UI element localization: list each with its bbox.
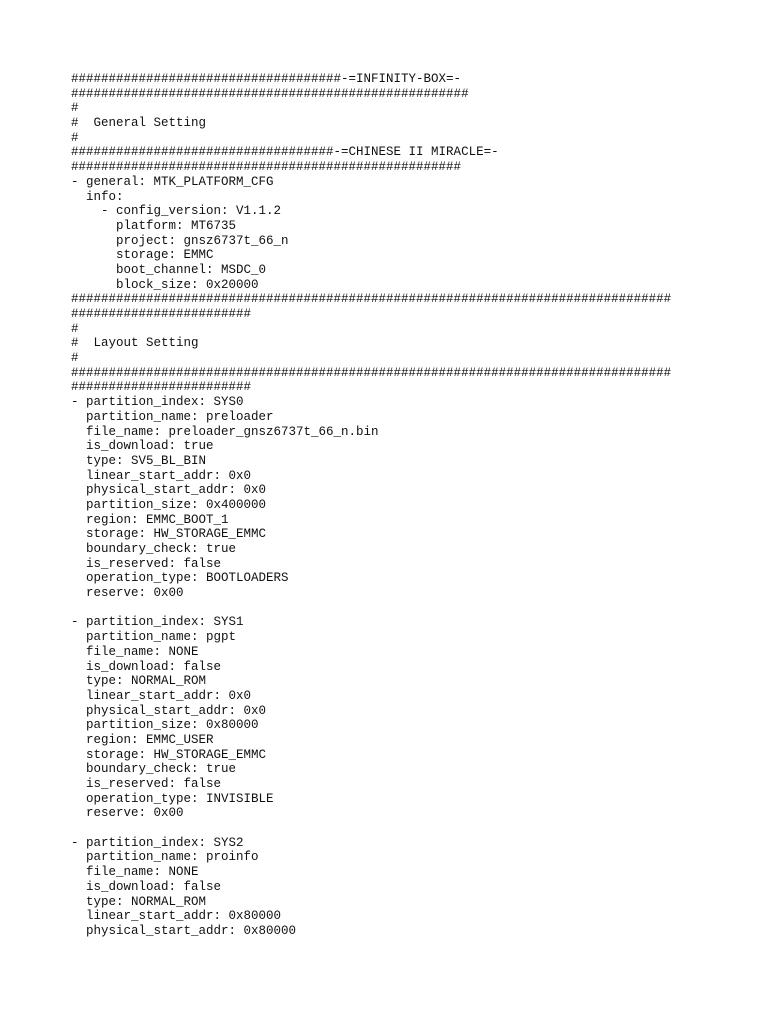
document-line: partition_size: 0x80000 [71, 718, 259, 733]
document-line: physical_start_addr: 0x0 [71, 703, 267, 718]
document-line: # [71, 321, 79, 336]
document-line: physical_start_addr: 0x80000 [71, 923, 297, 938]
document-line: file_name: preloader_gnsz6737t_66_n.bin [71, 424, 379, 439]
document-line: linear_start_addr: 0x0 [71, 688, 252, 703]
document-line: is_download: false [71, 879, 222, 894]
document-line: file_name: NONE [71, 865, 199, 880]
document-line: # [71, 130, 79, 145]
document-line: # General Setting [71, 116, 207, 131]
document-line: - partition_index: SYS0 [71, 395, 244, 410]
document-line: project: gnsz6737t_66_n [71, 233, 289, 248]
document-line: linear_start_addr: 0x80000 [71, 909, 282, 924]
document-page [71, 72, 761, 939]
document-line: partition_name: proinfo [71, 850, 259, 865]
document-line: boundary_check: true [71, 542, 237, 556]
document-line: - partition_index: SYS2 [71, 835, 244, 850]
document-line: operation_type: BOOTLOADERS [71, 571, 289, 586]
document-line: ################################################################################ [71, 365, 672, 380]
document-line: is_reserved: false [71, 556, 222, 571]
document-line: partition_name: preloader [71, 409, 274, 424]
document-line: type: SV5_BL_BIN [71, 453, 207, 468]
document-line: ##################################################### [71, 86, 469, 101]
document-body [71, 72, 761, 939]
document-line: storage: EMMC [71, 248, 214, 263]
document-line: partition_name: pgpt [71, 630, 237, 645]
document-line: is_download: true [71, 439, 214, 454]
document-line: ################################################################################ [71, 292, 672, 307]
document-line: boundary_check: true [71, 762, 237, 777]
document-line: #################################################### [71, 160, 462, 175]
document-line: # [71, 101, 79, 116]
document-line: is_reserved: false [71, 777, 222, 791]
document-line: operation_type: INVISIBLE [71, 791, 274, 806]
document-line: platform: MT6735 [71, 218, 237, 233]
document-line: physical_start_addr: 0x0 [71, 483, 267, 498]
document-line [71, 821, 761, 836]
document-line: # [71, 351, 79, 366]
document-line: storage: HW_STORAGE_EMMC [71, 527, 267, 542]
document-line: file_name: NONE [71, 644, 199, 659]
document-line: ####################################-=INFINITY-BOX=- [71, 72, 462, 86]
document-line: - config_version: V1.1.2 [71, 204, 282, 219]
document-line: type: NORMAL_ROM [71, 894, 207, 909]
document-line: # Layout Setting [71, 336, 199, 351]
document-line: region: EMMC_USER [71, 732, 214, 747]
document-line: info: [71, 189, 124, 204]
document-line: region: EMMC_BOOT_1 [71, 512, 229, 527]
document-line: ######################## [71, 307, 252, 321]
document-line: type: NORMAL_ROM [71, 674, 207, 689]
document-line [71, 601, 761, 616]
document-line: block_size: 0x20000 [71, 277, 259, 292]
document-line: ###################################-=CHINESE II MIRACLE=- [71, 145, 499, 160]
document-line: storage: HW_STORAGE_EMMC [71, 747, 267, 762]
document-line: linear_start_addr: 0x0 [71, 468, 252, 483]
document-line: partition_size: 0x400000 [71, 497, 267, 512]
document-line: ######################## [71, 380, 252, 395]
document-line: - partition_index: SYS1 [71, 615, 244, 630]
document-line: is_download: false [71, 659, 222, 674]
document-line: reserve: 0x00 [71, 806, 184, 821]
document-line: - general: MTK_PLATFORM_CFG [71, 174, 274, 189]
document-line: boot_channel: MSDC_0 [71, 262, 267, 277]
document-line: reserve: 0x00 [71, 586, 184, 601]
